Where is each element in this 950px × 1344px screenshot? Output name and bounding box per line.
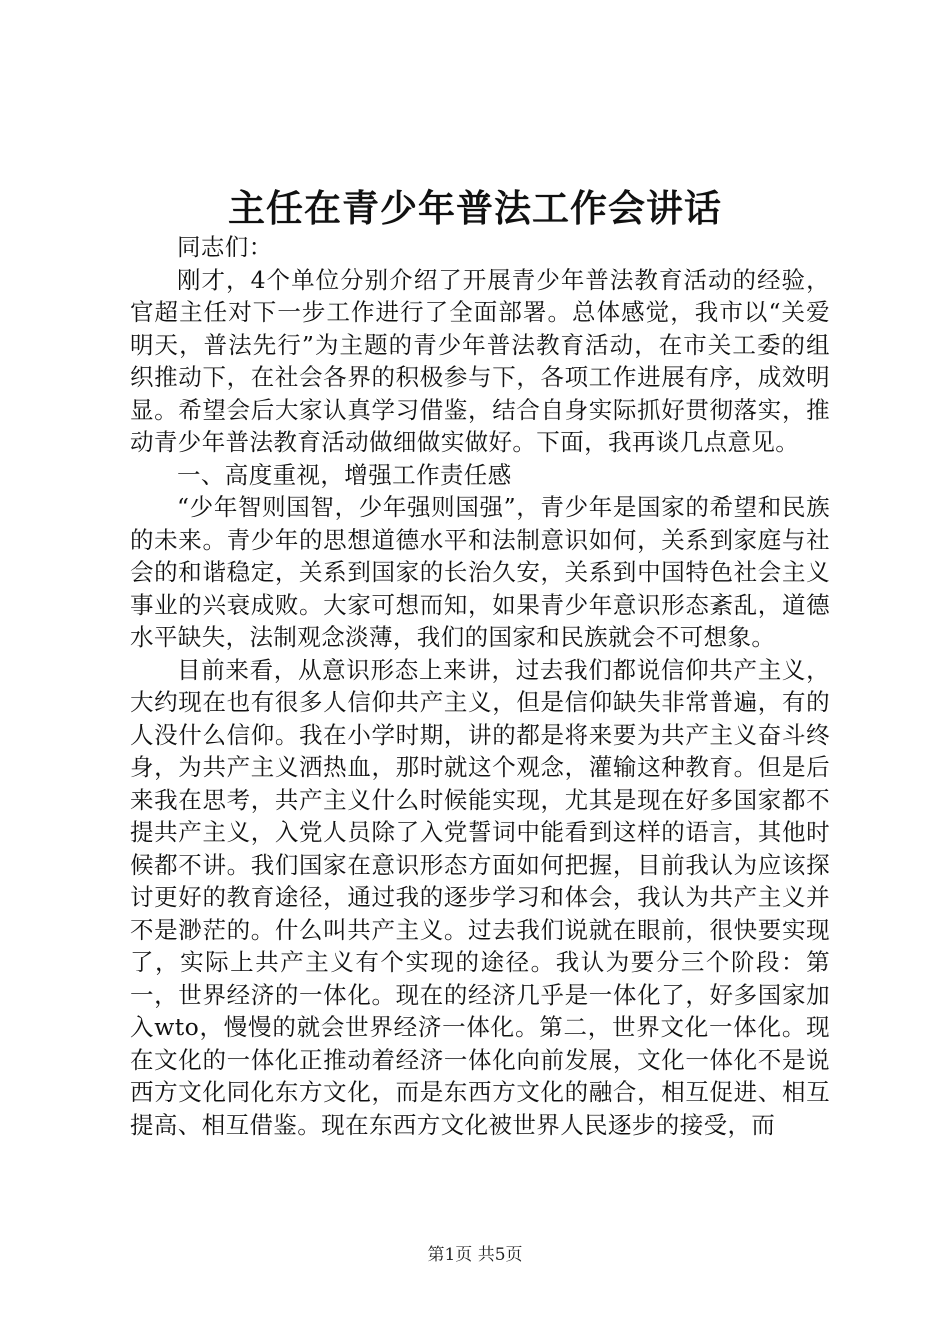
salutation-paragraph: 同志们： <box>177 233 273 261</box>
body-paragraph: “少年智则国智，少年强则国强”，青少年是国家的希望和民族的未来。青少年的思想道德水平和法制意识如何，关系到家庭与社会的和谐稳定，关系到国家的长治久安，关系到中国特色社会主义事业的兴衰成败。大家可想而知，如果青少年意识形态紊乱，道德水平缺失，法制观念淡薄，我们的国家和民族就会不可想象。 <box>130 493 830 651</box>
document-title: 主任在青少年普法工作会讲话 <box>228 186 722 230</box>
intro-paragraph: 刚才，4个单位分别介绍了开展青少年普法教育活动的经验，官超主任对下一步工作进行了全面部署。总体感觉，我市以“关爱明天，普法先行”为主题的青少年普法教育活动，在市关工委的组织推动下，在社会各界的积极参与下，各项工作进展有序，成效明显。希望会后大家认真学习借鉴，结合自身实际抓好贯彻落实，推动青少年普法教育活动做细做实做好。下面，我再谈几点意见。 <box>130 265 830 456</box>
document-body <box>130 231 830 1141</box>
body-paragraph: 目前来看，从意识形态上来讲，过去我们都说信仰共产主义，大约现在也有很多人信仰共产主义，但是信仰缺失非常普遍，有的人没什么信仰。我在小学时期，讲的都是将来要为共产主义奋斗终身，为共产主义洒热血，那时就这个观念，灌输这种教育。但是后来我在思考，共产主义什么时候能实现，尤其是现在好多国家都不提共产主义，入党人员除了入党誓词中能看到这样的语言，其他时候都不讲。我们国家在意识形态方面如何把握，目前我认为应该探讨更好的教育途径，通过我的逐步学习和体会，我认为共产主义并不是渺茫的。什么叫共产主义。过去我们说就在眼前，很快要实现了，实际上共产主义有个实现的途径。我认为要分三个阶段：第一，世界经济的一体化。现在的经济几乎是一体化了，好多国家加入wto，慢慢的就会世界经济一体化。第二，世界文化一体化。现在文化的一体化正推动着经济一体化向前发展，文化一体化不是说西方文化同化东方文化，而是东西方文化的融合，相互促进、相互提高、相互借鉴。现在东西方文化被世界人民逐步的接受，而 <box>130 655 830 1139</box>
page-number-footer: 第1页 共5页 <box>427 1245 523 1265</box>
section-heading: 一、高度重视，增强工作责任感 <box>177 460 512 489</box>
